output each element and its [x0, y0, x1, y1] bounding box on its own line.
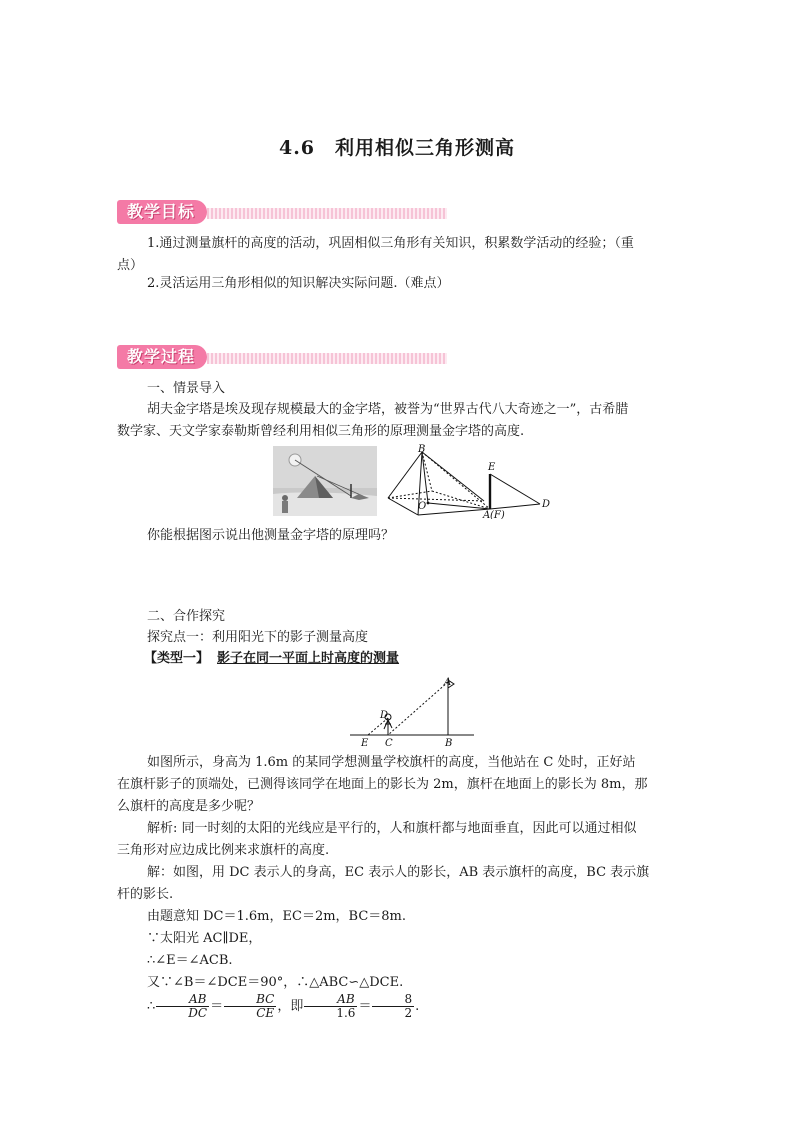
section1-heading: 一、情景导入: [147, 381, 226, 396]
banner-decor-bar: [207, 208, 447, 219]
solution-step-2: ∵太阳光 AC∥DE，: [147, 931, 262, 946]
equals-sign: ＝: [210, 999, 224, 1014]
flagpole-figure: [348, 672, 476, 748]
goal-item-2: 2.灵活运用三角形相似的知识解决实际问题.（难点）: [147, 276, 450, 291]
problem-paragraph-cont-1: 在旗杆影子的顶端处，已测得该同学在地面上的影长为 2m，旗杆在地面上的影长为 8m，那: [117, 777, 648, 792]
pyramid-geometry-figure: [382, 443, 557, 519]
fraction-ab-dc: $\frac{AB}{DC}$: [156, 993, 209, 1020]
banner-decor-bar: [207, 353, 447, 364]
figure2-label-E: E: [361, 738, 369, 748]
equals-sign: ＝: [358, 999, 372, 1014]
teaching-process-label: 教学过程: [117, 345, 207, 369]
figure2-label-D: D: [380, 710, 389, 721]
pyramid-photo: [273, 446, 377, 516]
fraction-ab-1-6: $\frac{AB}{1.6}$: [304, 993, 357, 1020]
type-heading: [144, 648, 399, 670]
solution-step-4: 又∵∠B＝∠DCE＝90°，∴△ABC∽△DCE.: [147, 975, 404, 990]
explore-point: 探究点一：利用阳光下的影子测量高度: [147, 630, 369, 645]
type-tag: 【类型一】: [144, 651, 210, 666]
figure-label-F: (F): [490, 510, 505, 519]
figure2-label-A: A: [444, 677, 452, 688]
problem-paragraph: 如图所示，身高为 1.6m 的某同学想测量学校旗杆的高度，当他站在 C 处时，正好站: [147, 755, 636, 770]
teaching-goals-label: 教学目标: [117, 200, 207, 224]
solution-step-3: ∴∠E＝∠ACB.: [147, 953, 233, 968]
fraction-8-2: $\frac{8}{2}$: [372, 993, 414, 1020]
figure-label-B: B: [418, 444, 426, 455]
figure2-label-C: C: [385, 738, 393, 748]
figure2-label-B: B: [445, 738, 453, 748]
page-title: 4.6 利用相似三角形测高: [278, 137, 516, 159]
question-text: 你能根据图示说出他测量金字塔的原理吗？: [147, 528, 395, 543]
step5-end: .: [415, 999, 420, 1014]
step5-connector: ，即: [277, 999, 304, 1014]
figure-label-E: E: [488, 462, 496, 473]
solution-paragraph: 解：如图，用 DC 表示人的身高，EC 表示人的影长，AB 表示旗杆的高度，BC 表示旗: [147, 865, 650, 880]
therefore-symbol: ∴: [147, 999, 156, 1014]
problem-paragraph-cont-2: 么旗杆的高度是多少呢？: [117, 799, 261, 814]
solution-step-5: [117, 992, 677, 1022]
intro-paragraph-cont: 数学家、天文学家泰勒斯曾经利用相似三角形的原理测量金字塔的高度.: [117, 424, 525, 439]
fraction-bc-ce: $\frac{BC}{CE}$: [224, 993, 276, 1020]
figure-label-A: A: [483, 510, 491, 519]
solution-paragraph-cont: 杆的影长.: [117, 887, 174, 902]
teaching-process-banner: [117, 345, 447, 371]
solution-step-1: 由题意知 DC＝1.6m，EC＝2m，BC＝8m.: [147, 909, 407, 924]
analysis-paragraph-cont: 三角形对应边成比例来求旗杆的高度.: [117, 843, 330, 858]
figure-label-O: O: [418, 501, 427, 512]
goal-item-1-cont: 点）: [117, 258, 144, 273]
analysis-paragraph: 解析: 同一时刻的太阳的光线应是平行的，人和旗杆都与地面垂直，因此可以通过相似: [147, 821, 637, 836]
teaching-goals-banner: [117, 200, 447, 226]
goal-item-1: 1.通过测量旗杆的高度的活动，巩固相似三角形有关知识，积累数学活动的经验；（重: [147, 236, 634, 251]
section2-heading: 二、合作探究: [147, 609, 226, 624]
intro-paragraph: 胡夫金字塔是埃及现存规模最大的金字塔，被誉为“世界古代八大奇迹之一”，古希腊: [147, 402, 629, 417]
type-title: 影子在同一平面上时高度的测量: [217, 651, 400, 666]
figure-label-D: D: [542, 499, 551, 510]
